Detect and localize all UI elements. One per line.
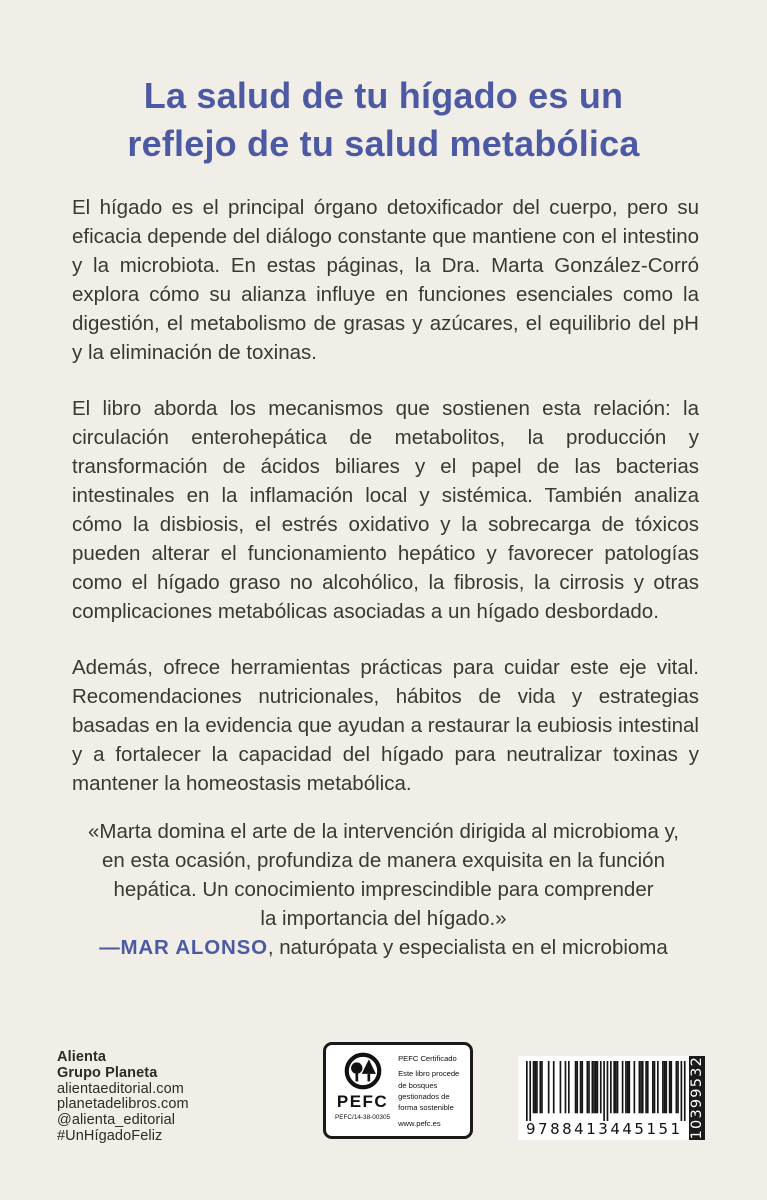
barcode-bars [526, 1061, 686, 1121]
quote-line: «Marta domina el arte de la intervención dirigida al microbioma y, [88, 820, 679, 843]
book-title [0, 72, 767, 168]
pefc-logo-label: PEFC [336, 1092, 389, 1111]
publisher-group: Grupo Planeta [57, 1064, 158, 1081]
synopsis-paragraph: El hígado es el principal órgano detoxificador del cuerpo, pero su eficacia depende del diálogo constante que mantiene con el intestino y la microbiota. En estas páginas, la Dra. Marta González-Corró explora cómo su alianza influye en funciones esenciales como la digestión, el metabolismo de grasas y azúcares, el equilibrio del pH y la eliminación de toxinas. [72, 196, 699, 364]
pefc-trees-icon [342, 1051, 384, 1091]
barcode-main-area [518, 1056, 689, 1140]
pefc-certified-label: PEFC Certificado [398, 1054, 457, 1063]
book-title-line2: reflejo de tu salud metabólica [127, 123, 640, 164]
barcode-side-strip [689, 1056, 705, 1140]
quote-line: en esta ocasión, profundiza de manera exquisita en la función [102, 849, 665, 872]
quote-author-role: , naturópata y especialista en el microbioma [267, 936, 668, 959]
endorsement-quote [56, 817, 711, 962]
pefc-description: Este libro procede de bosques gestionados de forma sostenible [398, 1069, 460, 1113]
pefc-text-column [390, 1051, 464, 1131]
isbn-digit-group: 445151 [610, 1120, 683, 1138]
isbn-digit-group: 9 [526, 1120, 539, 1138]
quote-line: la importancia del hígado.» [260, 907, 507, 930]
pefc-cert-number: PEFC/14-38-00305 [335, 1114, 391, 1121]
quote-line: hepática. Un conocimiento imprescindible para comprender [113, 878, 654, 901]
publisher-social-handle: @alienta_editorial [57, 1112, 176, 1129]
pefc-website: www.pefc.es [398, 1119, 441, 1128]
barcode-side-number: 10399532 [688, 1056, 705, 1140]
quote-attribution [56, 933, 711, 962]
isbn-number [526, 1121, 686, 1138]
quote-author-name: —MAR ALONSO [99, 936, 268, 959]
publisher-imprint: Alienta [57, 1049, 107, 1065]
synopsis-paragraph: Además, ofrece herramientas prácticas para cuidar este eje vital. Recomendaciones nutricionales, hábitos de vida y estrategias basadas en la evidencia que ayudan a restaurar la eubiosis intestinal y a fortalecer la capacidad del hígado para neutralizar toxinas y mantener la homeostasis metabólica. [72, 656, 699, 795]
isbn-barcode [518, 1056, 705, 1140]
book-title-line1: La salud de tu hígado es un [143, 75, 624, 116]
pefc-certification-box [323, 1042, 473, 1139]
publisher-hashtag: #UnHígadoFeliz [57, 1127, 163, 1144]
isbn-digit-group: 788413 [538, 1120, 611, 1138]
synopsis-paragraph: El libro aborda los mecanismos que sostienen esta relación: la circulación enterohepática de metabolitos, la producción y transformación de ácidos biliares y el papel de las bacterias intestinales en la inflamación local y sistémica. También analiza cómo la disbiosis, el estrés oxidativo y la sobrecarga de tóxicos pueden alterar el funcionamiento hepático y favorecer patologías como el hígado graso no alcohólico, la fibrosis, la cirrosis y otras complicaciones metabólicas asociadas a un hígado desbordado. [72, 397, 699, 623]
publisher-website-2: planetadelibros.com [57, 1096, 189, 1113]
publisher-block [57, 1050, 189, 1145]
synopsis [72, 193, 699, 825]
pefc-logo-column [335, 1051, 390, 1131]
publisher-website-1: alientaeditorial.com [57, 1080, 184, 1097]
